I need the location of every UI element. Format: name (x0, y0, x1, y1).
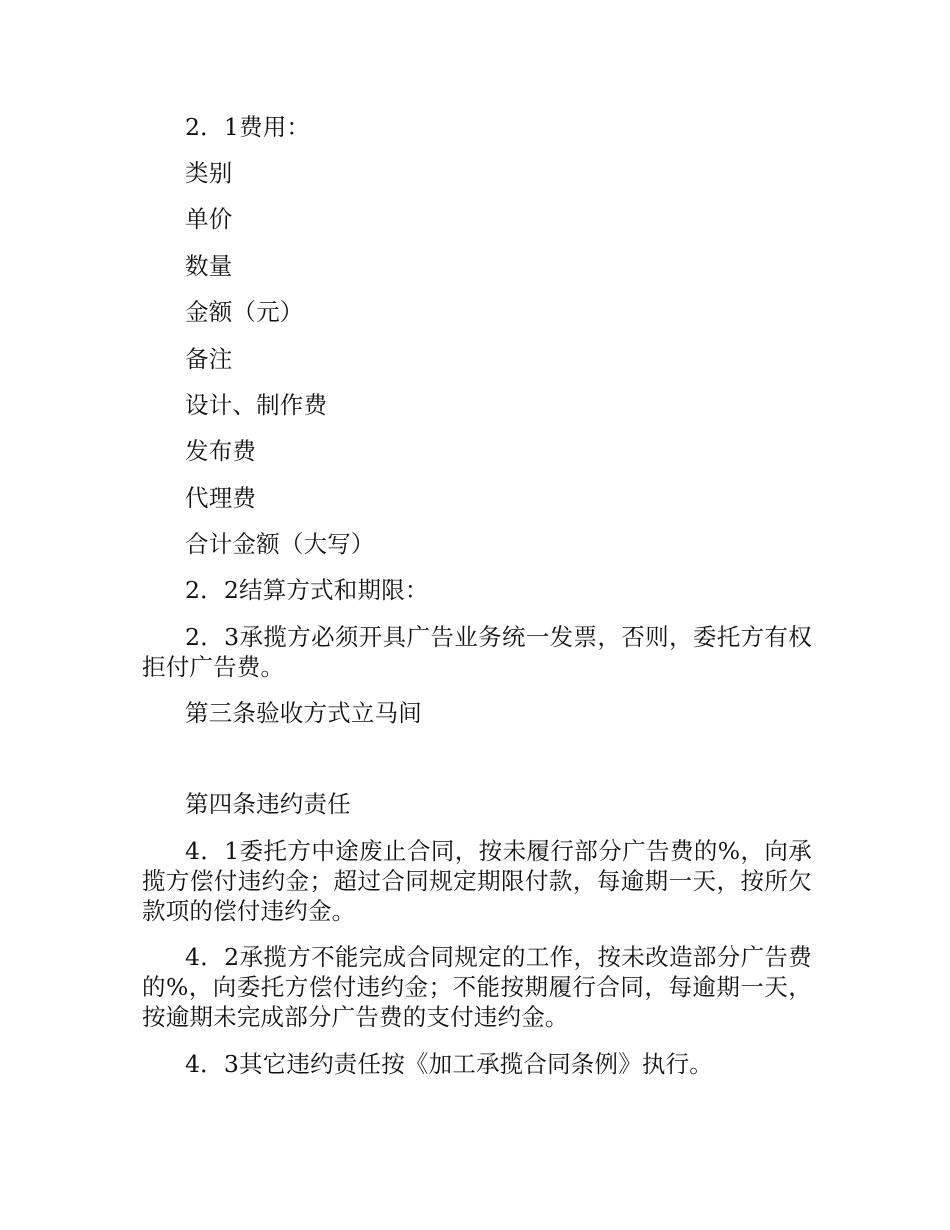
article-4-heading: 第四条违约责任 (185, 790, 351, 818)
fee-item-amount: 金额（元） (185, 298, 304, 326)
clause-2-1-fees: 2．1费用： (185, 113, 311, 141)
fee-item-total-capital: 合计金额（大写） (185, 530, 375, 558)
clause-4-3-other-liability: 4．3其它违约责任按《加工承揽合同条例》执行。 (185, 1050, 714, 1078)
fee-item-agency: 代理费 (185, 484, 257, 512)
clause-4-1-client-breach: 4．1委托方中途废止合同，按未履行部分广告费的%，向承揽方偿付违约金；超过合同规定期限付款，每逾期一天，按所欠款项的偿付违约金。 (142, 837, 812, 925)
fee-item-quantity: 数量 (185, 252, 233, 280)
fee-item-design-production: 设计、制作费 (185, 391, 328, 419)
clause-2-2-settlement: 2．2结算方式和期限： (185, 576, 429, 604)
fee-item-publishing: 发布费 (185, 437, 257, 465)
article-3-heading: 第三条验收方式立马间 (185, 699, 422, 727)
fee-item-remarks: 备注 (185, 345, 233, 373)
clause-4-2-contractor-breach: 4．2承揽方不能完成合同规定的工作，按未改造部分广告费的%，向委托方偿付违约金；不能按期履行合同，每逾期一天，按逾期未完成部分广告费的支付违约金。 (142, 943, 812, 1031)
fee-item-unit-price: 单价 (185, 205, 233, 233)
clause-2-3-invoice: 2．3承揽方必须开具广告业务统一发票，否则，委托方有权拒付广告费。 (142, 623, 812, 681)
fee-item-category: 类别 (185, 159, 233, 187)
